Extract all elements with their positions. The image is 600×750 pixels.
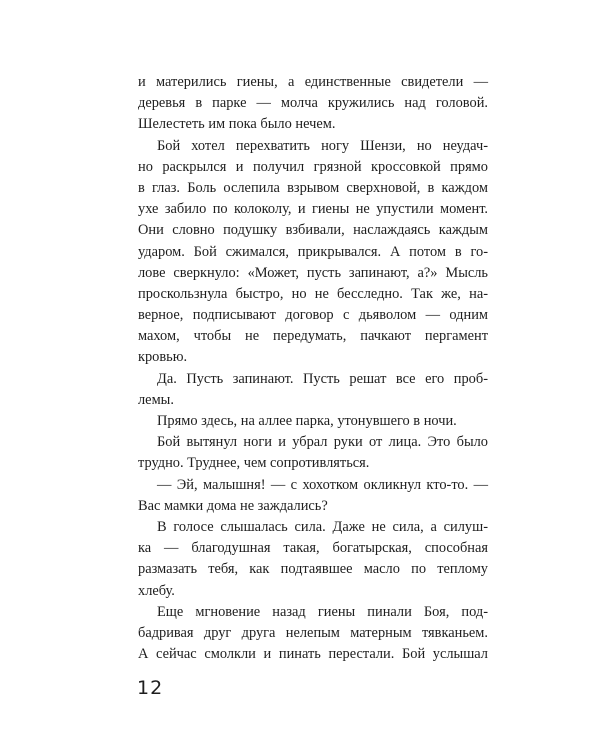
text-line: и матерились гиены, а единственные свидетели — [138,74,488,90]
text-line: Прямо здесь, на аллее парка, утонувшего в ночи. [157,413,457,429]
text-line: лемы. [138,391,174,408]
text-line: Вас мамки дома не заждались? [138,497,328,514]
text-line: А сейчас смолкли и пинать перестали. Бой услышал [138,646,488,663]
text-line: ка — благодушная такая, богатырская, способная [138,540,488,557]
text-line: махом, чтобы не передумать, пачкают пергамент [138,328,488,345]
text-line: ударом. Бой сжимался, прикрывался. А потом в го- [138,243,488,260]
text-line: ухе забило по колоколу, и гиены не упустили момент. [138,201,488,218]
text-line: — Эй, малышня! — с хохотком окликнул кто-то. — [157,476,488,493]
text-line: хлебу. [138,582,175,599]
text-line: В голосе слышалась сила. Даже не сила, а силуш- [157,518,488,535]
text-line: Да. Пусть запинают. Пусть решат все его проб- [157,370,488,387]
text-line: проскользнула быстро, но не бесследно. Так же, на- [138,285,488,302]
text-line: бадривая друг друга нелепым матерным тявканьем. [138,624,488,641]
text-line: Бой хотел перехватить ногу Шензи, но неудач- [157,137,488,154]
text-line: но раскрылся и получил грязной кроссовкой прямо [138,158,488,175]
text-line: лове сверкнуло: «Может, пусть запинают, а?» Мысль [138,264,488,281]
text-line: деревья в парке — молча кружились над головой. [138,95,488,112]
text-line: в глаз. Боль ослепила взрывом сверхновой, в каждом [138,179,488,196]
text-line: Шелестеть им пока было нечем. [138,116,336,133]
text-line: Бой вытянул ноги и убрал руки от лица. Это было [157,434,488,451]
page-body-text [138,72,488,665]
text-line: кровью. [138,349,188,366]
text-line: трудно. Труднее, чем сопротивляться. [138,455,370,472]
text-line: Еще мгновение назад гиены пинали Боя, под- [157,603,488,620]
text-line: верное, подписывают договор с дьяволом — одним [138,307,488,324]
text-line: размазать тебя, как подтаявшее масло по теплому [138,561,488,578]
text-line: Они словно подушку взбивали, наслаждаясь каждым [138,222,488,239]
page-number: 12 [137,677,164,699]
